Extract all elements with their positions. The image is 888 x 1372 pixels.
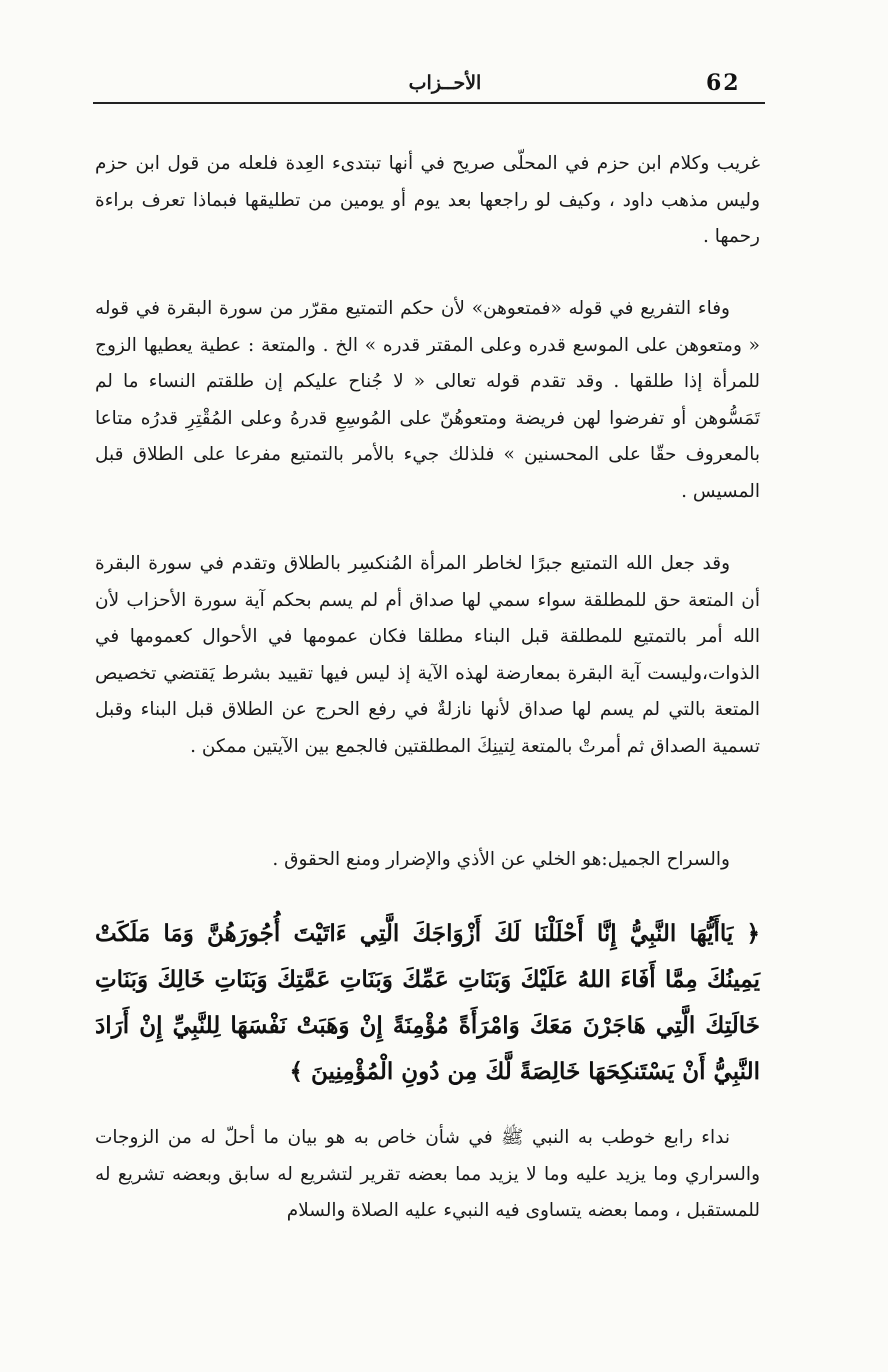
header-rule	[93, 102, 765, 104]
running-head: الأحــزاب	[408, 72, 482, 94]
paragraph-2: وفاء التفريع في قوله «فمتعوهن» لأن حكم التمتيع مقرّر من سورة البقرة في قوله « ومتعوهن على الموسع قدره وعلى المقتر قدره » الخ . والمتعة : عطية يعطيها الزوج للمرأة إذا طلقها . وقد تقدم قوله تعالى « لا جُناح عليكم إن طلقتم النساء ما لم تَمَسُّوهن أو تفرضوا لهن فريضة ومتعوهُنّ على المُوسِعِ قدرهُ وعلى المُقْتِرِ قدرُه متاعا بالمعروف حقّا على المحسنين » فلذلك جيء بالأمر بالتمتيع مفرعا على الطلاق قبل المسيس .	[95, 298, 760, 502]
paragraph-3: وقد جعل الله التمتيع جبرًا لخاطر المرأة المُنكسِر بالطلاق وتقدم في سورة البقرة أن المتعة حق للمطلقة سواء سمي لها صداق أم لم يسم بحكم آية سورة الأحزاب لأن الله أمر بالتمتيع للمطلقة قبل البناء مطلقا فكان عمومها في الأحوال كعمومها في الذوات،وليست آية البقرة بمعارضة لهذه الآية إذ ليس فيها تقييد بشرط يَقتضي تخصيص المتعة بالتي لم يسم لها صداق لأنها نازلةٌ في رفع الحرج عن الطلاق قبل البناء وقبل تسمية الصداق ثم أمرتْ بالمتعة لِتينِكَ المطلقتين فالجمع بين الآيتين ممكن .	[95, 553, 760, 757]
paragraph-4: والسراح الجميل:هو الخلي عن الأذي والإضرار ومنع الحقوق .	[272, 849, 730, 870]
quran-verse: ﴿ يَاأَيُّهَا النَّبِيُّ إِنَّا أَحْلَلْنَا لَكَ أَزْوَاجَكَ الَّتِي ءَاتَيْتَ أُجُورَهُنَّ وَمَا مَلَكَتْ يَمِينُكَ مِمَّا أَفَاءَ اللهُ عَلَيْكَ وَبَنَاتِ عَمِّكَ وَبَنَاتِ عَمَّتِكَ وَبَنَاتِ خَالِكَ وَبَنَاتِ خَالَتِكَ الَّتِي هَاجَرْنَ مَعَكَ وَامْرَأَةً مُؤْمِنَةً إِنْ وَهَبَتْ نَفْسَهَا لِلنَّبِيِّ إِنْ أَرَادَ النَّبِيُّ أَنْ يَسْتَنكِحَهَا خَالِصَةً لَّكَ مِن دُونِ الْمُؤْمِنِينَ ﴾	[95, 920, 760, 1085]
paragraph-1: غريب وكلام ابن حزم في المحلّى صريح في أنها تبتدىء العِدة فلعله من قول ابن حزم وليس مذهب داود ، وكيف لو راجعها بعد يوم أو يومين من تطليقها فبماذا تعرف براءة رحمها .	[95, 153, 760, 247]
page-number: 62	[706, 70, 741, 96]
paragraph-5: نداء رابع خوطب به النبي ﷺ في شأن خاص به هو بيان ما أحلّ له من الزوجات والسراري وما يزيد عليه وما لا يزيد مما بعضه تقرير لتشريع له سابق وبعضه تشريع له للمستقبل ، ومما بعضه يتساوى فيه النبيء عليه الصلاة والسلام	[95, 1127, 760, 1221]
